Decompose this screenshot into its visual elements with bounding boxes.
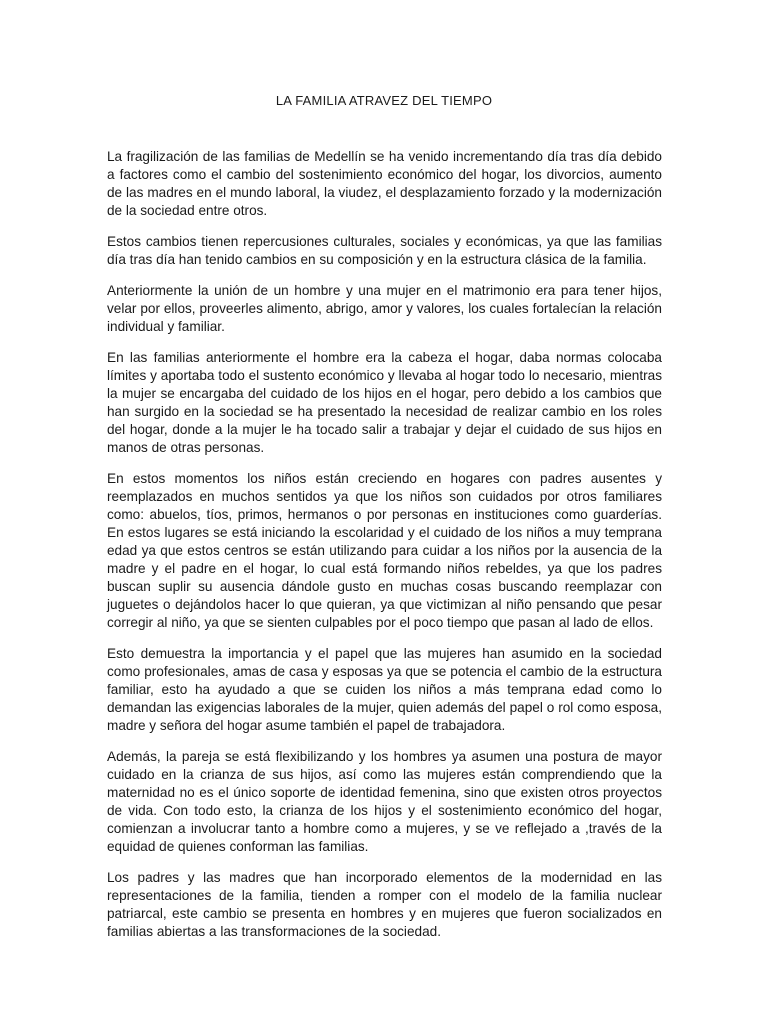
paragraph-7: Además, la pareja se está flexibilizando y los hombres ya asumen una postura de mayor cuidado en la crianza de sus hijos, así como las mujeres están comprendiendo que la maternidad no es el único soporte de identidad femenina, sino que existen otros proyectos de vida. Con todo esto, la crianza de los hijos y el sostenimiento económico del hogar, comienzan a involucrar tanto a hombre como a mujeres, y se ve reflejado a ,través de la equidad de quienes conforman las familias. (107, 749, 662, 854)
paragraph-4: En las familias anteriormente el hombre era la cabeza el hogar, daba normas colocaba límites y aportaba todo el sustento económico y llevaba al hogar todo lo necesario, mientras la mujer se encargaba del cuidado de los hijos en el hogar, pero debido a los cambios que han surgido en la sociedad se ha presentado la necesidad de realizar cambio en los roles del hogar, donde a la mujer le ha tocado salir a trabajar y dejar el cuidado de sus hijos en manos de otras personas. (107, 350, 662, 455)
paragraph-1: La fragilización de las familias de Medellín se ha venido incrementando día tras día debido a factores como el cambio del sostenimiento económico del hogar, los divorcios, aumento de las madres en el mundo laboral, la viudez, el desplazamiento forzado y la modernización de la sociedad entre otros. (107, 149, 662, 218)
paragraph-3: Anteriormente la unión de un hombre y una mujer en el matrimonio era para tener hijos, velar por ellos, proveerles alimento, abrigo, amor y valores, los cuales fortalecían la relación individual y familiar. (107, 283, 662, 334)
document-title: LA FAMILIA ATRAVEZ DEL TIEMPO (275, 93, 493, 108)
document-body (107, 148, 662, 954)
paragraph-8: Los padres y las madres que han incorporado elementos de la modernidad en las representaciones de la familia, tienden a romper con el modelo de la familia nuclear patriarcal, este cambio se presenta en hombres y en mujeres que fueron socializados en familias abiertas a las transformaciones de la sociedad. (107, 870, 662, 939)
paragraph-2: Estos cambios tienen repercusiones culturales, sociales y económicas, ya que las familias día tras día han tenido cambios en su composición y en la estructura clásica de la familia. (107, 234, 662, 267)
paragraph-5: En estos momentos los niños están creciendo en hogares con padres ausentes y reemplazados en muchos sentidos ya que los niños son cuidados por otros familiares como: abuelos, tíos, primos, hermanos o por personas en instituciones como guarderías. En estos lugares se está iniciando la escolaridad y el cuidado de los niños a muy temprana edad ya que estos centros se están utilizando para cuidar a los niños por la ausencia de la madre y el padre en el hogar, lo cual está formando niños rebeldes, ya que los padres buscan suplir su ausencia dándole gusto en muchas cosas buscando reemplazar con juguetes o dejándolos hacer lo que quieran, ya que victimizan al niño pensando que pesar corregir al niño, ya que se sienten culpables por el poco tiempo que pasan al lado de ellos. (107, 471, 662, 630)
paragraph-6: Esto demuestra la importancia y el papel que las mujeres han asumido en la sociedad como profesionales, amas de casa y esposas ya que se potencia el cambio de la estructura familiar, esto ha ayudado a que se cuiden los niños a más temprana edad como lo demandan las exigencias laborales de la mujer, quien además del papel o rol como esposa, madre y señora del hogar asume también el papel de trabajadora. (107, 646, 662, 733)
